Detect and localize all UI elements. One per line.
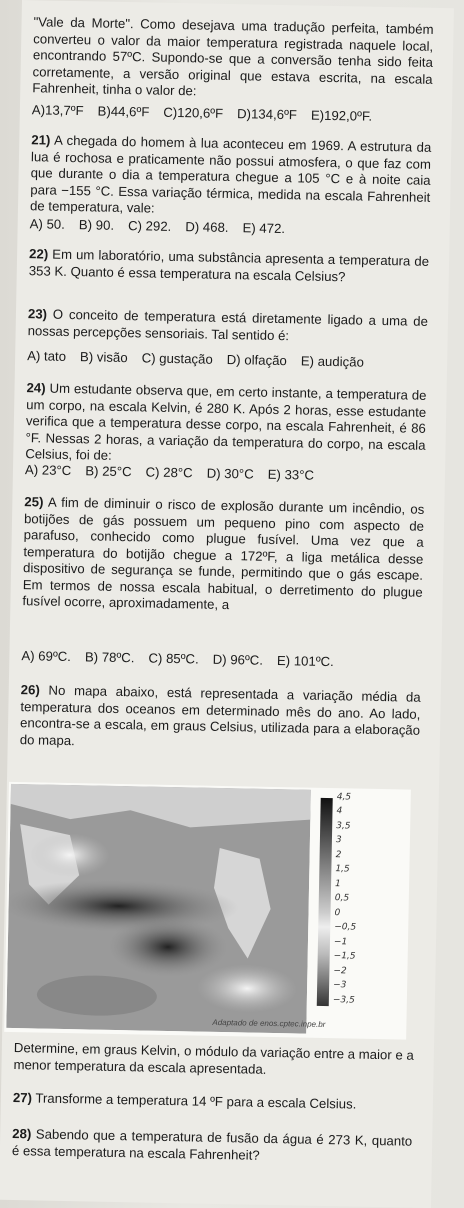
question-number: 28)	[12, 1126, 32, 1142]
temperature-scale-legend	[316, 792, 401, 1033]
question-23-options	[27, 348, 427, 371]
question-21	[30, 132, 432, 222]
question-20-options	[32, 102, 432, 125]
q20-option-b: B)44,6ºF	[97, 103, 150, 120]
q24-option-e: E) 33°C	[267, 466, 315, 483]
q21-option-d: D) 468.	[185, 219, 229, 236]
question-25	[22, 494, 424, 617]
q23-option-c: C) gustação	[141, 350, 213, 367]
q21-option-b: B) 90.	[78, 217, 115, 233]
question-21-text: A chegada do homem à lua aconteceu em 1969. A estrutura da lua é rochosa e praticamente não possui atmosfera, o que faz com que durante o dia a temperatura chegue a 105 °C e à noite caia para −155 °C. Essa variação térmica, medida na escala Fahrenheit de temperatura, vale:	[29, 132, 432, 216]
q21-option-c: C) 292.	[127, 218, 172, 234]
scale-tick: −1	[333, 937, 348, 948]
map-credit: Adaptado de enos.cptec.inpe.br	[212, 1017, 326, 1030]
q20-option-e: E)192,0ºF.	[310, 107, 373, 124]
scale-tick: 3	[335, 835, 342, 846]
question-24	[25, 380, 427, 470]
question-28	[12, 1126, 413, 1167]
scale-tick: 0,5	[334, 893, 350, 904]
question-26-text: No mapa abaixo, está representada a variação média da temperatura dos oceanos em determinado mês do ano. Ao lado, encontra-se a escala, em graus Celsius, utilizada para a elaboração do mapa.	[19, 682, 421, 748]
question-27-text: Transforme a temperatura 14 ºF para a escala Celsius.	[35, 1090, 357, 1112]
question-26	[20, 682, 421, 756]
q23-option-d: D) olfação	[226, 351, 287, 369]
q23-option-b: B) visão	[79, 349, 128, 366]
scale-tick: 2	[335, 850, 342, 861]
question-number: 22)	[28, 246, 49, 262]
scale-tick: 1	[334, 879, 341, 890]
q25-option-a: A) 69ºC.	[21, 648, 72, 665]
question-20-text: "Vale da Morte". Como desejava uma tradução perfeita, também converteu o valor da maior temperatura registrada naquele local, encontrando 57ºC. Supondo-se que a conversão tenha sido feita corretamente, a versão original que estava escrita, na escala Fahrenheit, tinha o valor de:	[32, 14, 434, 99]
scale-tick: 0	[334, 908, 341, 919]
scale-tick: 1,5	[335, 864, 350, 875]
question-number: 24)	[26, 380, 46, 396]
scale-tick: 4	[336, 806, 343, 817]
scale-tick: 4,5	[336, 792, 352, 803]
ocean-temperature-map-figure	[4, 782, 411, 1040]
question-22-text: Em um laboratório, uma substância apresenta a temperatura de 353 K. Quanto é essa temperatura na escala Celsius?	[28, 246, 430, 284]
question-23	[27, 306, 428, 347]
q23-option-e: E) audição	[300, 353, 365, 370]
q24-option-b: B) 25°C	[85, 463, 132, 480]
scale-tick: −2	[333, 966, 347, 977]
q25-option-c: C) 85ºC.	[148, 650, 199, 667]
question-26-followup: Determine, em graus Kelvin, o módulo da variação entre a maior e a menor temperatura da escala apresentada.	[13, 1040, 414, 1077]
scale-tick: 3,5	[336, 821, 351, 832]
question-25-options	[21, 648, 421, 671]
q21-option-e: E) 472.	[242, 220, 286, 237]
q24-option-d: D) 30°C	[206, 465, 254, 482]
q20-option-a: A)13,7ºF	[31, 102, 84, 119]
question-number: 26)	[20, 682, 40, 698]
question-number: 21)	[31, 132, 51, 148]
question-23-text: O conceito de temperatura está diretamente ligado a uma de nossas percepções sensoriais. Tal sentido é:	[27, 306, 429, 343]
question-25-text: A fim de diminuir o risco de explosão durante um incêndio, os botijões de gás possuem um pequeno pino com aspecto de parafuso, conhecido como plugue fusível. Uma vez que a temperatura do botijão chegue a 172ºF, a liga metálica desse dispositivo de segurança se funde, permitindo que o gás escape. Em termos de nossa escala habitual, o derretimento do plugue fusível ocorre, aproximadamente, a	[22, 494, 425, 613]
question-24-text: Um estudante observa que, em certo instante, a temperatura de um corpo, na escala Kelvin, é 280 K. Após 2 horas, esse estudante verifica que a temperatura desse corpo, na escala Fahrenheit, é 86 °F. Nessas 2 horas, a variação da temperatura do corpo, na escala Celsius, foi de:	[25, 380, 427, 463]
q20-option-d: D)134,6ºF	[236, 106, 298, 123]
question-22	[29, 246, 430, 287]
scale-tick: −1,5	[333, 951, 356, 962]
scale-tick: −0,5	[334, 922, 357, 933]
question-number: 25)	[24, 494, 44, 510]
q25-option-b: B) 78ºC.	[84, 649, 135, 666]
scale-tick: −3,5	[332, 995, 355, 1006]
q20-option-c: C)120,6ºF	[163, 104, 224, 121]
q21-option-a: A) 50.	[29, 216, 66, 232]
q24-option-c: C) 28°C	[145, 464, 193, 481]
question-number: 27)	[12, 1090, 33, 1106]
question-number: 23)	[27, 306, 48, 322]
q24-option-a: A) 23°C	[24, 462, 72, 479]
q25-option-e: E) 101ºC.	[276, 653, 334, 670]
scale-color-bar	[317, 798, 333, 1006]
scale-tick: −3	[333, 980, 347, 991]
ocean-anomaly-map	[6, 784, 311, 1034]
q25-option-d: D) 96ºC.	[212, 651, 264, 668]
q23-option-a: A) tato	[27, 348, 67, 364]
question-28-text: Sabendo que a temperatura de fusão da água é 273 K, quanto é essa temperatura na escala Fahrenheit?	[11, 1126, 413, 1163]
question-27	[13, 1090, 413, 1114]
